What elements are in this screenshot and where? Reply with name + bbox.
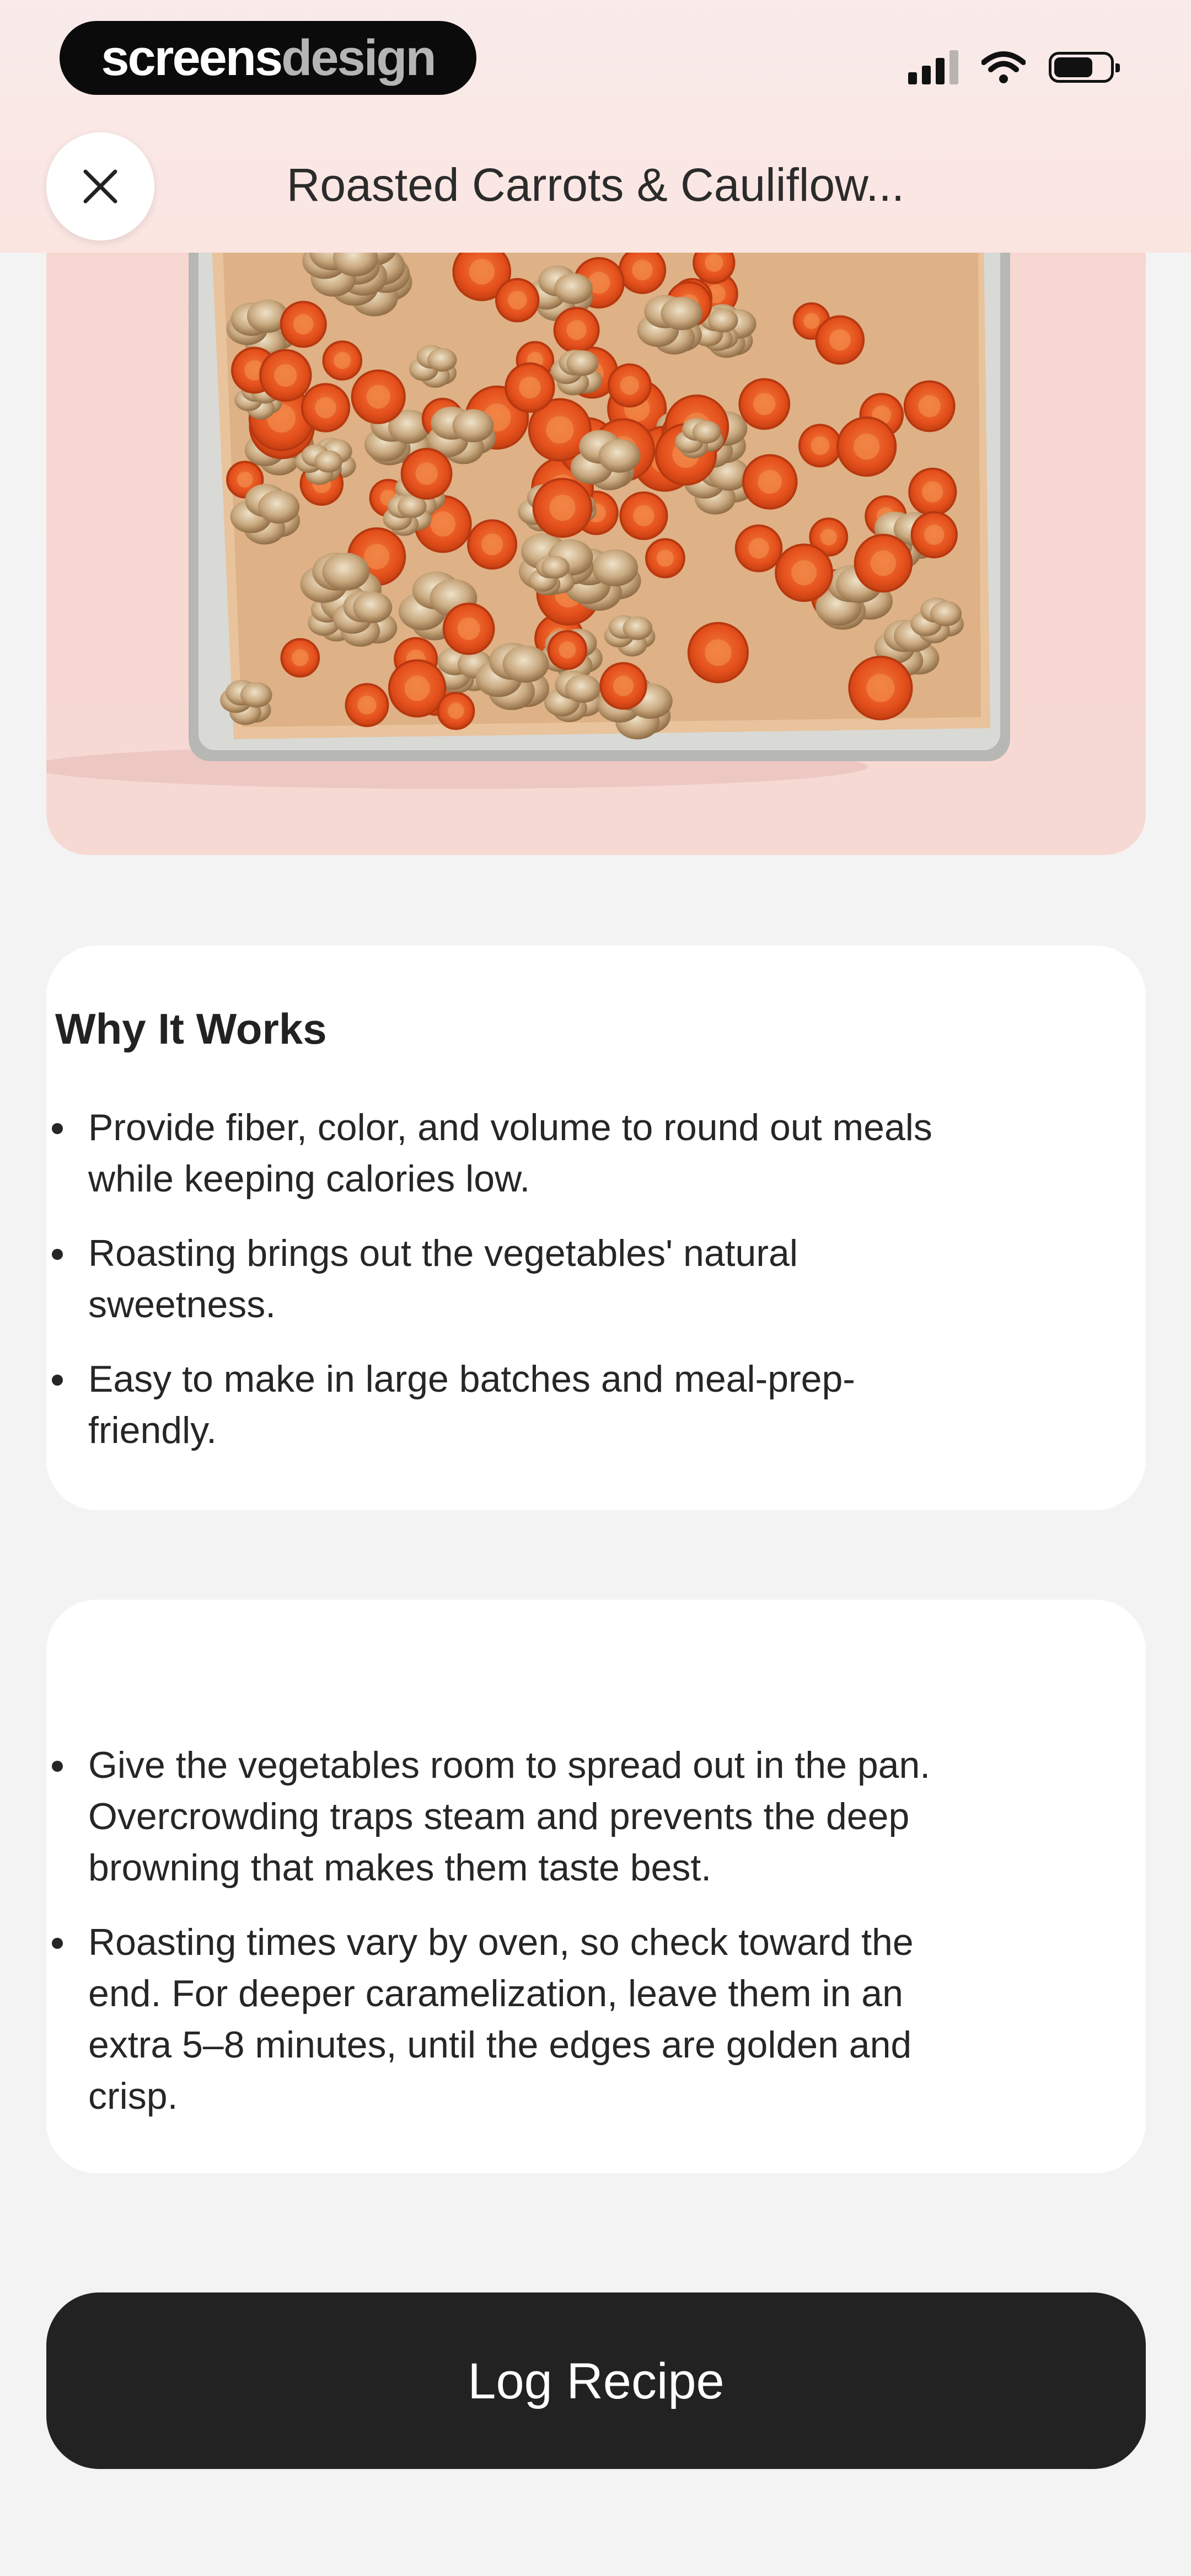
roasted-vegetables-illustration — [46, 165, 1146, 855]
header-bar — [0, 0, 1191, 253]
list-item: Provide fiber, color, and volume to round out meals while keeping calories low. — [0, 1102, 948, 1205]
wifi-icon — [981, 50, 1026, 84]
battery-icon — [1049, 52, 1114, 83]
list-item: Roasting times vary by oven, so check toward the end. For deeper caramelization, leave them in an extra 5–8 minutes, until the edges are golden and crisp. — [0, 1917, 993, 2122]
screensdesign-watermark — [60, 21, 476, 95]
log-recipe-button[interactable]: Log Recipe — [46, 2292, 1146, 2469]
tips-list — [0, 1740, 993, 2145]
recipe-photo — [46, 165, 1146, 855]
watermark-text-b: design — [281, 29, 435, 86]
list-item: Roasting brings out the vegetables' natural sweetness. — [0, 1228, 838, 1330]
watermark-text-a: screens — [101, 29, 282, 86]
why-it-works-list — [0, 1102, 948, 1479]
status-bar — [908, 45, 1114, 89]
why-it-works-title: Why It Works — [55, 1004, 327, 1053]
close-button[interactable] — [46, 132, 154, 241]
page-title: Roasted Carrots & Cauliflow... — [286, 159, 905, 211]
close-icon — [81, 167, 120, 206]
list-item: Easy to make in large batches and meal-prep-friendly. — [0, 1354, 948, 1456]
cellular-signal-icon — [908, 50, 958, 84]
list-item: Give the vegetables room to spread out in the pan. Overcrowding traps steam and prevents the deep browning that makes them taste best. — [0, 1740, 993, 1894]
